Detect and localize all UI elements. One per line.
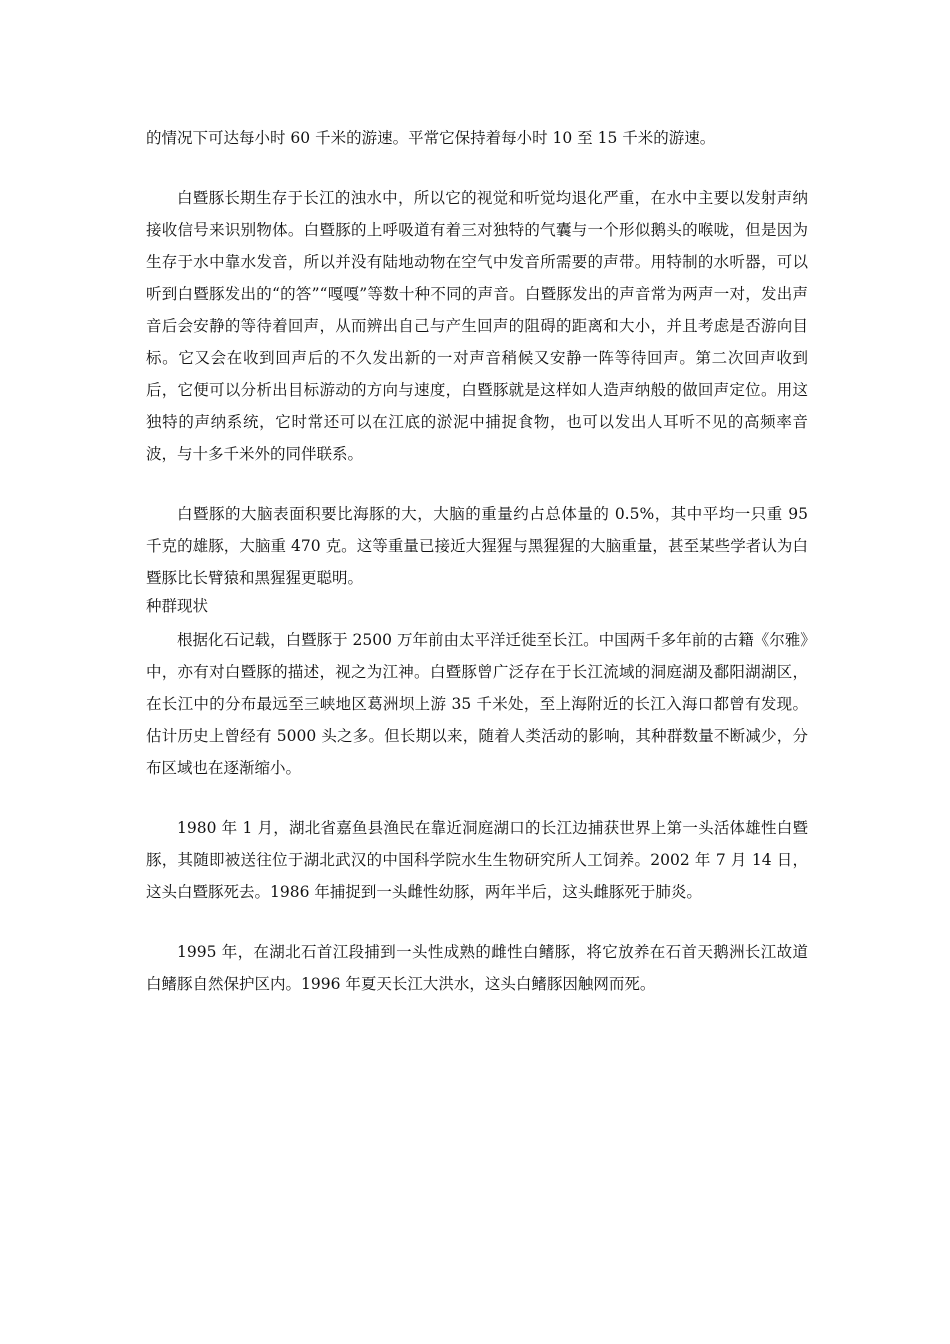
paragraph-1980: 1980 年 1 月，湖北省嘉鱼县渔民在靠近洞庭湖口的长江边捕获世界上第一头活体雄性白暨豚，其随即被送往位于湖北武汉的中国科学院水生生物研究所人工饲养。2002 年 7 月 14 日，这头白暨豚死去。1986 年捕捉到一头雌性幼豚，两年半后，这头雌豚死于肺炎。 bbox=[146, 819, 808, 901]
paragraph-sonar: 白暨豚长期生存于长江的浊水中，所以它的视觉和听觉均退化严重，在水中主要以发射声纳接收信号来识别物体。白暨豚的上呼吸道有着三对独特的气囊与一个形似鹅头的喉咙，但是因为生存于水中靠水发音，所以并没有陆地动物在空气中发音所需要的声带。用特制的水听器，可以听到白暨豚发出的“的答”“嘎嘎”等数十种不同的声音。白暨豚发出的声音常为两声一对，发出声音后会安静的等待着回声，从而辨出自己与产生回声的阻碍的距离和大小，并且考虑是否游向目标。它又会在收到回声后的不久发出新的一对声音稍候又安静一阵等待回声。第二次回声收到后，它便可以分析出目标游动的方向与速度，白暨豚就是这样如人造声纳般的做回声定位。用这独特的声纳系统，它时常还可以在江底的淤泥中捕捉食物，也可以发出人耳听不见的高频率音波，与十多千米外的同伴联系。 bbox=[146, 189, 808, 463]
paragraph-1995: 1995 年，在湖北石首江段捕到一头性成熟的雌性白鳍豚，将它放养在石首天鹅洲长江故道白鳍豚自然保护区内。1996 年夏天长江大洪水，这头白鳍豚因触网而死。 bbox=[146, 943, 808, 993]
paragraph-history: 根据化石记载，白暨豚于 2500 万年前由太平洋迁徙至长江。中国两千多年前的古籍《尔雅》中，亦有对白暨豚的描述，视之为江神。白暨豚曾广泛存在于长江流域的洞庭湖及鄱阳湖湖区，在长江中的分布最远至三峡地区葛洲坝上游 35 千米处，至上海附近的长江入海口都曾有发现。估计历史上曾经有 5000 头之多。但长期以来，随着人类活动的影响，其种群数量不断减少，分布区域也在逐渐缩小。 bbox=[146, 631, 808, 777]
document-body bbox=[146, 122, 808, 1000]
section-heading: 种群现状 bbox=[146, 597, 209, 615]
paragraph-swim-speed: 的情况下可达每小时 60 千米的游速。平常它保持着每小时 10 至 15 千米的游速。 bbox=[146, 129, 716, 147]
paragraph-brain: 白暨豚的大脑表面积要比海豚的大，大脑的重量约占总体量的 0.5%，其中平均一只重 95 千克的雄豚，大脑重 470 克。这等重量已接近大猩猩与黑猩猩的大脑重量，甚至某些学者认为白暨豚比长臂猿和黑猩猩更聪明。 bbox=[146, 505, 808, 587]
